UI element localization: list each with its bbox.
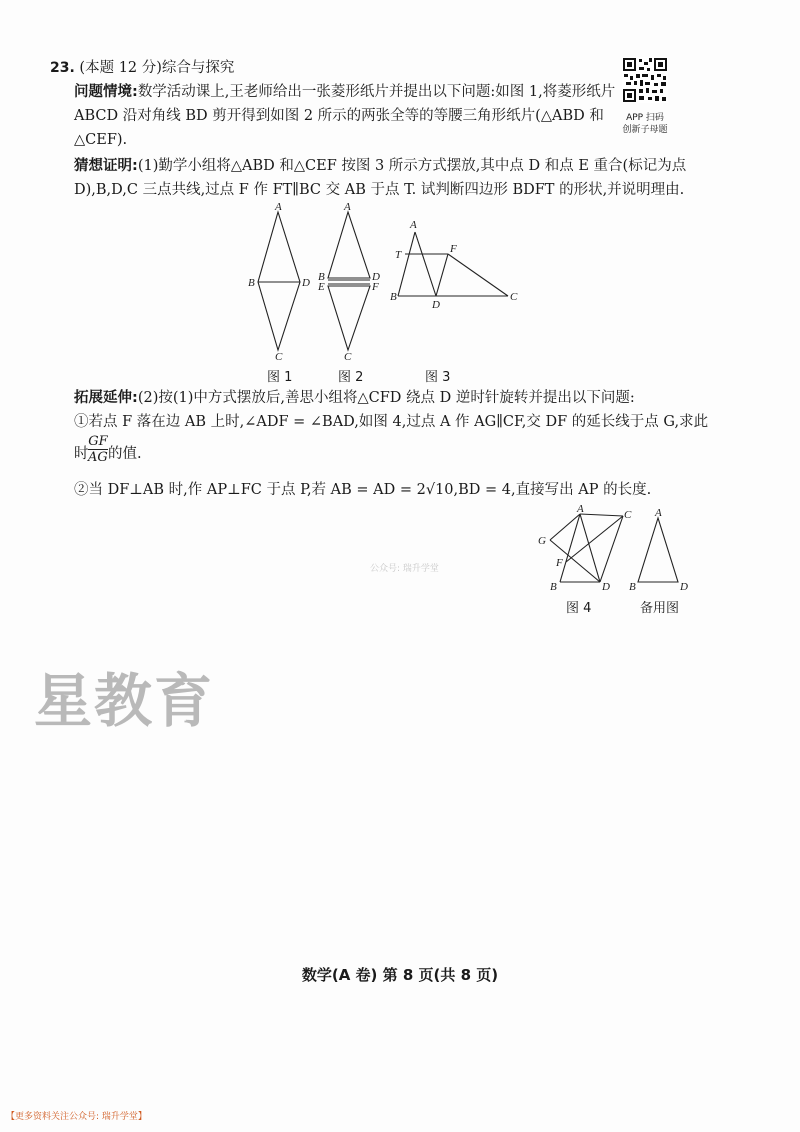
fraction-gf-ag: [88, 434, 108, 465]
question-number: 23.: [50, 60, 75, 76]
fig3-label-T: T: [395, 249, 402, 261]
figure-2: [328, 212, 370, 350]
context-line1: [74, 82, 615, 102]
figure-spare: [638, 518, 678, 582]
context-line2: ABCD 沿对角线 BD 剪开得到如图 2 所示的两张全等的等腰三角形纸片(△ABD 和: [74, 108, 604, 124]
fig2-label-E: E: [318, 281, 325, 293]
fig3-label-D: D: [432, 299, 440, 311]
part2-intro-line: [74, 388, 635, 408]
qr-caption-line2: 创新子母题: [622, 125, 668, 135]
fig2-caption: 图 2: [338, 370, 364, 385]
watermark-small: 公众号: 瑞升学堂: [370, 564, 439, 574]
question-header: [50, 58, 234, 78]
figures-4-spare: [528, 500, 708, 600]
spare-label-B: B: [629, 581, 636, 593]
context-line3: △CEF).: [74, 132, 128, 148]
fig2-label-B: B: [318, 271, 325, 283]
context-heading: 问题情境:: [74, 84, 138, 100]
fig1-label-B: B: [248, 277, 255, 289]
bottom-note: 【更多资料关注公众号: 瑞升学堂】: [6, 1112, 147, 1122]
fig4-label-B: B: [550, 581, 557, 593]
context-text1: 数学活动课上,王老师给出一张菱形纸片并提出以下问题:如图 1,将菱形纸片: [137, 84, 616, 100]
fig1-label-C: C: [275, 351, 283, 363]
fig1-label-D: D: [302, 277, 310, 289]
part1-text1: (1)勤学小组将△ABD 和△CEF 按图 3 所示方式摆放,其中点 D 和点 E 重合(标记为点: [137, 158, 687, 174]
part1-line2: D),B,D,C 三点共线,过点 F 作 FT∥BC 交 AB 于点 T. 试判断四边形 BDFT 的形状,并说明理由.: [74, 182, 685, 198]
part2-heading: 拓展延伸:: [74, 390, 138, 406]
spare-caption: 备用图: [640, 601, 680, 616]
part1-heading: 猜想证明:: [74, 158, 138, 174]
part2-intro: (2)按(1)中方式摆放后,善思小组将△CFD 绕点 D 逆时针旋转并提出以下问题:: [137, 390, 635, 406]
page-footer: 数学(A 卷) 第 8 页(共 8 页): [301, 966, 499, 984]
watermark-big: 星教育: [34, 667, 215, 735]
fig2-label-D: D: [372, 271, 380, 283]
spare-label-D: D: [680, 581, 688, 593]
fig1-label-A: A: [275, 201, 282, 213]
fig3-label-C: C: [510, 291, 518, 303]
fig4-label-D: D: [602, 581, 610, 593]
fraction-numerator: GF: [88, 434, 108, 449]
qr-caption-line1: APP 扫码: [626, 113, 664, 123]
part2-q1-line1: ①若点 F 落在边 AB 上时,∠ADF = ∠BAD,如图 4,过点 A 作 AG∥CF,交 DF 的延长线于点 G,求此: [74, 414, 709, 430]
figure-1: [258, 212, 300, 350]
question-meta: (本题 12 分)综合与探究: [79, 60, 235, 76]
fig4-label-A: A: [577, 503, 584, 515]
fig2-label-A: A: [344, 201, 351, 213]
part2-q2: ②当 DF⊥AB 时,作 AP⊥FC 于点 P,若 AB = AD = 2√10,BD = 4,直接写出 AP 的长度.: [74, 482, 652, 498]
fig1-caption: 图 1: [267, 370, 293, 385]
fig4-label-C: C: [624, 509, 632, 521]
fig4-label-F: F: [556, 557, 563, 569]
part2-q1-post: 的值.: [108, 446, 142, 462]
fig4-label-G: G: [538, 535, 546, 547]
fig3-label-B: B: [390, 291, 397, 303]
fig3-caption: 图 3: [425, 370, 451, 385]
fig3-label-F: F: [450, 243, 457, 255]
fig3-label-A: A: [410, 219, 417, 231]
qr-code-icon: [622, 57, 668, 103]
qr-code[interactable]: [622, 57, 668, 103]
fig2-label-F: F: [372, 281, 379, 293]
figure-4: [550, 514, 623, 582]
fig2-label-C: C: [344, 351, 352, 363]
fig4-caption: 图 4: [566, 601, 592, 616]
part2-q1-pre: 时: [74, 446, 89, 462]
part1-line1: [74, 156, 686, 176]
fraction-denominator: AG: [88, 450, 108, 465]
figures-1-3: [240, 200, 540, 385]
figure-3: [398, 232, 508, 296]
spare-label-A: A: [655, 507, 662, 519]
